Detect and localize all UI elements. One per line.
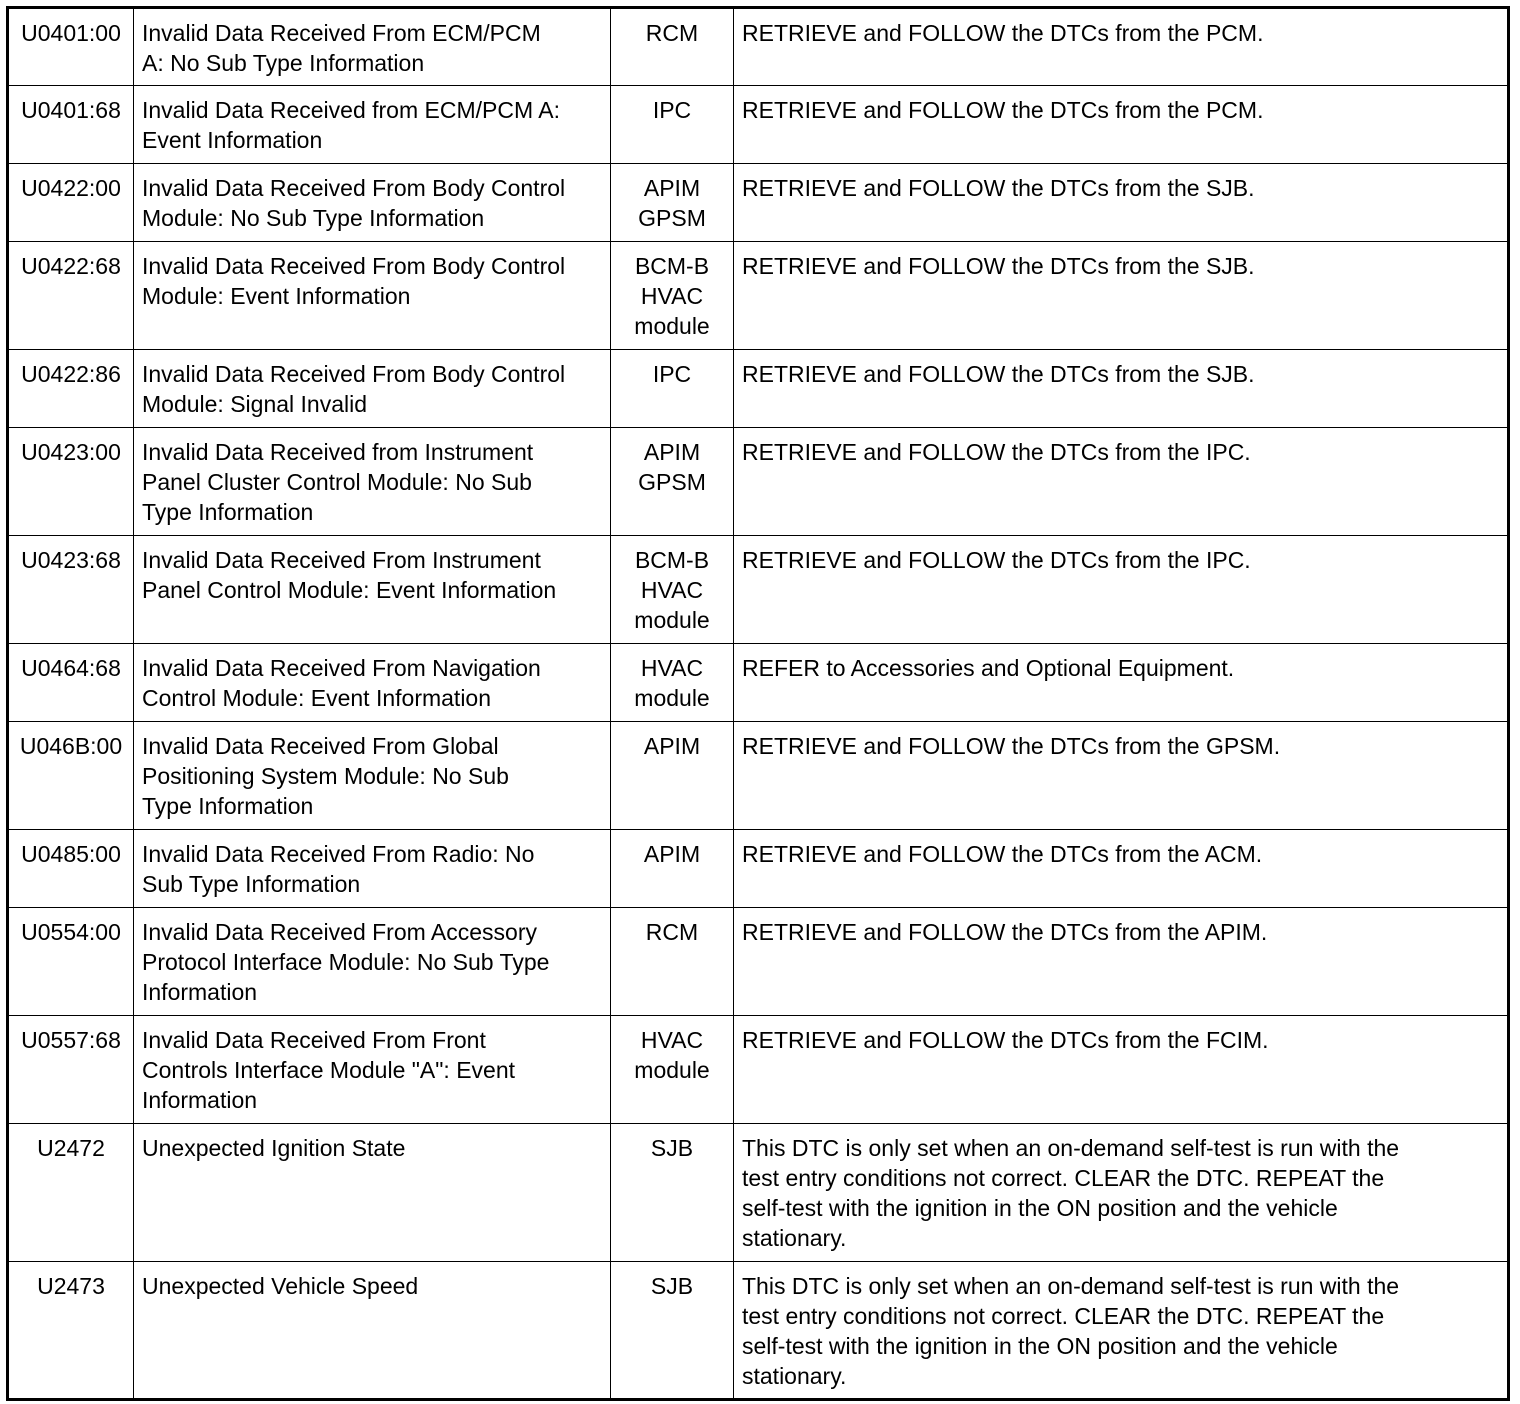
- dtc-action-line: stationary.: [742, 1363, 847, 1389]
- dtc-action-line: test entry conditions not correct. CLEAR the DTC. REPEAT the: [742, 1165, 1385, 1191]
- dtc-description-line: Controls Interface Module "A": Event: [142, 1057, 516, 1083]
- dtc-action-line: RETRIEVE and FOLLOW the DTCs from the SJB.: [742, 175, 1255, 201]
- table-row: [8, 722, 1509, 830]
- dtc-action-line: test entry conditions not correct. CLEAR the DTC. REPEAT the: [742, 1303, 1385, 1329]
- dtc-action-line: RETRIEVE and FOLLOW the DTCs from the FCIM.: [742, 1027, 1269, 1053]
- dtc-module-cell: [611, 722, 734, 830]
- dtc-action-cell: [734, 908, 1509, 1016]
- dtc-module-line: HVAC: [640, 577, 704, 603]
- dtc-module-line: module: [634, 607, 710, 633]
- table-row: [8, 908, 1509, 1016]
- dtc-description-line: Positioning System Module: No Sub: [142, 763, 509, 789]
- dtc-description-cell: [134, 1124, 611, 1262]
- dtc-description-line: Event Information: [142, 127, 323, 153]
- dtc-module-line: APIM: [643, 841, 701, 867]
- dtc-action-line: RETRIEVE and FOLLOW the DTCs from the IPC.: [742, 439, 1251, 465]
- dtc-action-line: This DTC is only set when an on-demand self-test is run with the: [742, 1135, 1400, 1161]
- dtc-action-cell: [734, 1016, 1509, 1124]
- dtc-module-line: BCM-B: [634, 547, 710, 573]
- dtc-action-line: REFER to Accessories and Optional Equipment.: [742, 655, 1235, 681]
- dtc-description-line: Control Module: Event Information: [142, 685, 492, 711]
- dtc-module-line: IPC: [652, 97, 692, 123]
- dtc-description-cell: [134, 1016, 611, 1124]
- dtc-table: [6, 6, 1510, 1401]
- dtc-description-line: Invalid Data Received From Body Control: [142, 253, 566, 279]
- dtc-action-cell: [734, 428, 1509, 536]
- dtc-code-cell: U2472: [8, 1124, 134, 1262]
- dtc-description-line: Information: [142, 979, 258, 1005]
- dtc-action-cell: [734, 644, 1509, 722]
- dtc-module-line: SJB: [650, 1135, 694, 1161]
- table-row: [8, 350, 1509, 428]
- table-row: [8, 8, 1509, 86]
- dtc-action-line: RETRIEVE and FOLLOW the DTCs from the APIM.: [742, 919, 1268, 945]
- table-row: [8, 1124, 1509, 1262]
- dtc-description-line: Module: No Sub Type Information: [142, 205, 485, 231]
- dtc-module-cell: [611, 428, 734, 536]
- dtc-description-line: Information: [142, 1087, 258, 1113]
- dtc-code-cell: U0422:68: [8, 242, 134, 350]
- dtc-description-line: Panel Cluster Control Module: No Sub: [142, 469, 532, 495]
- dtc-description-line: Unexpected Vehicle Speed: [142, 1273, 419, 1299]
- dtc-module-line: module: [634, 313, 710, 339]
- dtc-module-line: APIM: [643, 733, 701, 759]
- dtc-code-cell: U0423:00: [8, 428, 134, 536]
- table-row: [8, 86, 1509, 164]
- table-row: [8, 428, 1509, 536]
- dtc-action-line: stationary.: [742, 1225, 847, 1251]
- dtc-description-cell: [134, 644, 611, 722]
- dtc-code-cell: U0485:00: [8, 830, 134, 908]
- dtc-module-cell: [611, 830, 734, 908]
- dtc-module-cell: [611, 1016, 734, 1124]
- dtc-module-line: APIM: [643, 175, 701, 201]
- dtc-code-cell: U046B:00: [8, 722, 134, 830]
- dtc-module-cell: [611, 8, 734, 86]
- dtc-description-cell: [134, 722, 611, 830]
- dtc-action-line: RETRIEVE and FOLLOW the DTCs from the PCM.: [742, 20, 1264, 46]
- dtc-code-cell: U0401:68: [8, 86, 134, 164]
- dtc-description-line: Protocol Interface Module: No Sub Type: [142, 949, 550, 975]
- dtc-action-cell: [734, 242, 1509, 350]
- dtc-description-line: Invalid Data Received From Instrument: [142, 547, 541, 573]
- dtc-module-line: RCM: [645, 20, 699, 46]
- dtc-description-line: Invalid Data Received From Body Control: [142, 175, 566, 201]
- dtc-description-cell: [134, 908, 611, 1016]
- dtc-action-cell: [734, 830, 1509, 908]
- dtc-code-cell: U0423:68: [8, 536, 134, 644]
- dtc-description-cell: [134, 242, 611, 350]
- dtc-module-line: HVAC: [640, 655, 704, 681]
- dtc-description-cell: [134, 86, 611, 164]
- dtc-description-line: Invalid Data Received From Accessory: [142, 919, 537, 945]
- dtc-description-line: Invalid Data Received From ECM/PCM: [142, 20, 541, 46]
- dtc-module-line: GPSM: [638, 469, 706, 495]
- dtc-module-cell: [611, 908, 734, 1016]
- dtc-description-line: Invalid Data Received From Front: [142, 1027, 486, 1053]
- dtc-description-line: Invalid Data Received from ECM/PCM A:: [142, 97, 560, 123]
- dtc-description-line: Module: Event Information: [142, 283, 411, 309]
- dtc-code-cell: U2473: [8, 1262, 134, 1400]
- dtc-description-line: Invalid Data Received from Instrument: [142, 439, 534, 465]
- table-row: [8, 536, 1509, 644]
- table-row: [8, 644, 1509, 722]
- dtc-description-line: Type Information: [142, 793, 314, 819]
- dtc-code-cell: U0464:68: [8, 644, 134, 722]
- dtc-description-line: Invalid Data Received From Body Control: [142, 361, 566, 387]
- dtc-description-cell: [134, 164, 611, 242]
- dtc-module-line: RCM: [645, 919, 699, 945]
- dtc-description-line: Invalid Data Received From Global: [142, 733, 499, 759]
- dtc-code-cell: U0401:00: [8, 8, 134, 86]
- dtc-action-line: self-test with the ignition in the ON position and the vehicle: [742, 1333, 1338, 1359]
- dtc-action-cell: [734, 536, 1509, 644]
- dtc-description-line: Panel Control Module: Event Information: [142, 577, 557, 603]
- dtc-description-cell: [134, 536, 611, 644]
- dtc-action-cell: [734, 164, 1509, 242]
- dtc-description-line: Unexpected Ignition State: [142, 1135, 406, 1161]
- table-row: [8, 1016, 1509, 1124]
- dtc-module-line: HVAC: [640, 1027, 704, 1053]
- dtc-module-cell: [611, 644, 734, 722]
- dtc-action-line: RETRIEVE and FOLLOW the DTCs from the ACM.: [742, 841, 1263, 867]
- dtc-description-cell: [134, 830, 611, 908]
- dtc-module-line: GPSM: [638, 205, 706, 231]
- dtc-action-line: RETRIEVE and FOLLOW the DTCs from the GPSM.: [742, 733, 1281, 759]
- dtc-code-cell: U0422:00: [8, 164, 134, 242]
- dtc-description-line: Invalid Data Received From Radio: No: [142, 841, 535, 867]
- table-row: [8, 1262, 1509, 1400]
- dtc-description-cell: [134, 350, 611, 428]
- dtc-action-line: RETRIEVE and FOLLOW the DTCs from the SJB.: [742, 361, 1255, 387]
- dtc-module-cell: [611, 242, 734, 350]
- dtc-module-cell: [611, 1124, 734, 1262]
- dtc-description-cell: [134, 8, 611, 86]
- dtc-action-cell: [734, 1262, 1509, 1400]
- dtc-module-cell: [611, 164, 734, 242]
- dtc-description-line: Invalid Data Received From Navigation: [142, 655, 541, 681]
- dtc-action-cell: [734, 8, 1509, 86]
- dtc-code-cell: U0557:68: [8, 1016, 134, 1124]
- dtc-action-line: self-test with the ignition in the ON position and the vehicle: [742, 1195, 1338, 1221]
- dtc-description-line: Sub Type Information: [142, 871, 361, 897]
- dtc-module-line: module: [634, 1057, 710, 1083]
- dtc-code-cell: U0422:86: [8, 350, 134, 428]
- dtc-action-cell: [734, 86, 1509, 164]
- dtc-module-line: IPC: [652, 361, 692, 387]
- dtc-module-line: SJB: [650, 1273, 694, 1299]
- dtc-table-body: [8, 8, 1509, 1400]
- dtc-description-cell: [134, 428, 611, 536]
- table-row: [8, 830, 1509, 908]
- dtc-action-line: RETRIEVE and FOLLOW the DTCs from the IPC.: [742, 547, 1251, 573]
- dtc-module-cell: [611, 350, 734, 428]
- dtc-description-line: Module: Signal Invalid: [142, 391, 368, 417]
- dtc-description-line: A: No Sub Type Information: [142, 50, 425, 76]
- dtc-action-cell: [734, 1124, 1509, 1262]
- dtc-action-line: RETRIEVE and FOLLOW the DTCs from the SJB.: [742, 253, 1255, 279]
- dtc-code-cell: U0554:00: [8, 908, 134, 1016]
- table-row: [8, 242, 1509, 350]
- dtc-action-cell: [734, 722, 1509, 830]
- dtc-module-line: module: [634, 685, 710, 711]
- dtc-module-cell: [611, 536, 734, 644]
- dtc-description-cell: [134, 1262, 611, 1400]
- table-row: [8, 164, 1509, 242]
- dtc-module-line: HVAC: [640, 283, 704, 309]
- dtc-description-line: Type Information: [142, 499, 314, 525]
- dtc-module-cell: [611, 86, 734, 164]
- dtc-module-line: APIM: [643, 439, 701, 465]
- dtc-action-line: RETRIEVE and FOLLOW the DTCs from the PCM.: [742, 97, 1264, 123]
- dtc-module-line: BCM-B: [634, 253, 710, 279]
- dtc-action-line: This DTC is only set when an on-demand self-test is run with the: [742, 1273, 1400, 1299]
- dtc-action-cell: [734, 350, 1509, 428]
- dtc-module-cell: [611, 1262, 734, 1400]
